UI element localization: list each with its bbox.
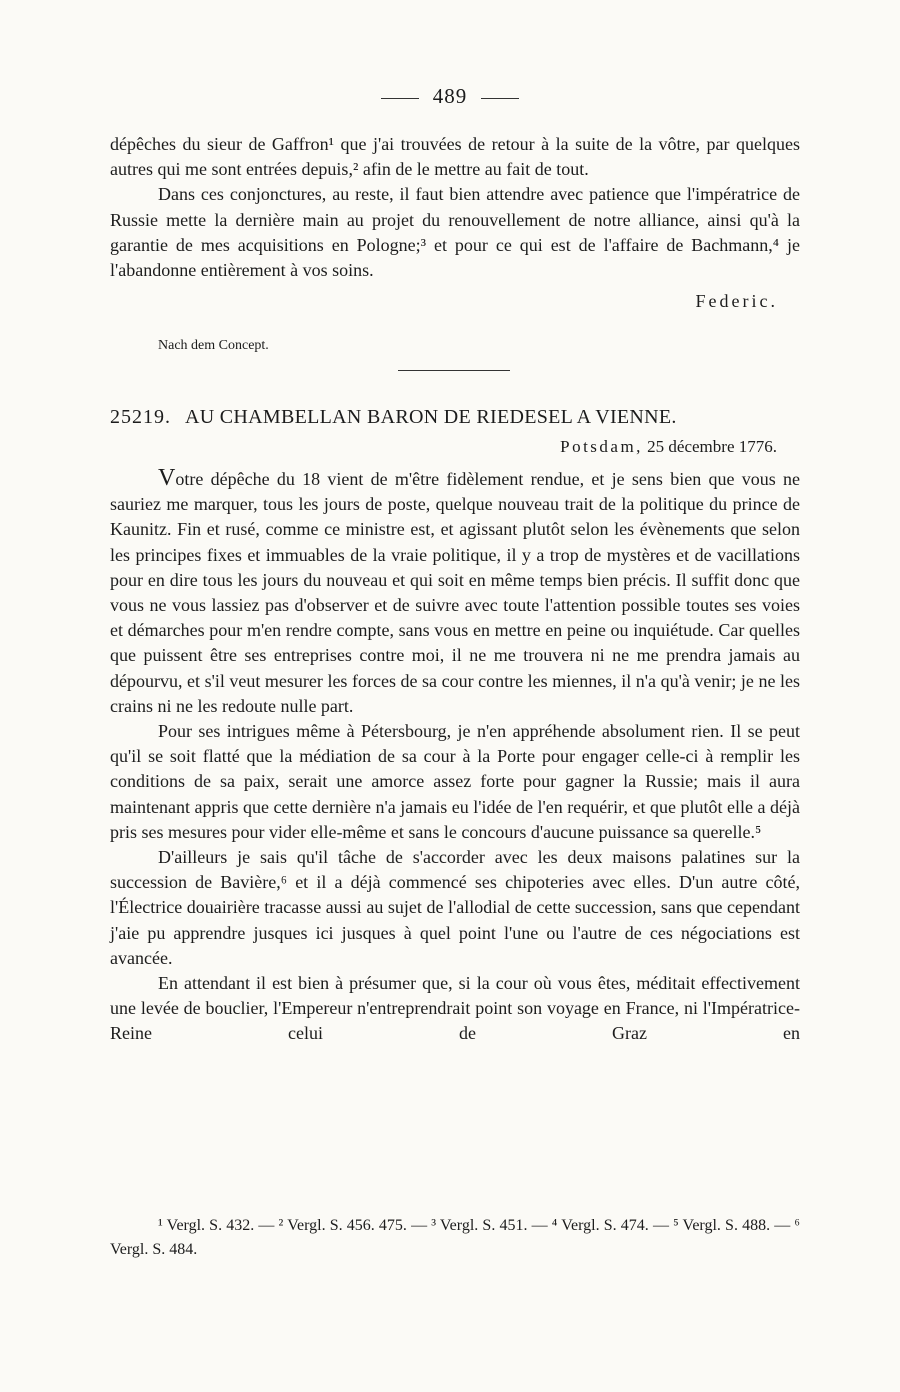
continued-letter [110, 132, 800, 312]
footnote-text: ¹ Vergl. S. 432. — ² Vergl. S. 456. 475. — ³ Vergl. S. 451. — ⁴ Vergl. S. 474. — ⁵ Vergl. S. 488. — ⁶ Vergl. S. 484. [110, 1217, 800, 1258]
letter-paragraph-1 [110, 466, 800, 719]
letter-paragraph-1-text: otre dépêche du 18 vient de m'être fidèlement rendue, et je sens bien que vous ne sauriez me marquer, tous les jours de poste, quelque nouveau trait de la politique du prince de Kaunitz. Fin et rusé, comme ce ministre est, et agissant plutôt selon les évènements que selon les principes fixes et immuables de la vraie politique, il y a trop de mystères et de vacillations pour en dire tous les jours du nouveau et qui soit en même temps bien précis. Il suffit donc que vous ne vous lassiez pas d'observer et de suivre avec toute l'attention possible toutes ses voies et démarches pour m'en rendre compte, sans vous en mettre en peine ou inquiétude. Car quelles que puissent être ses entreprises contre moi, il ne me trouvera ni ne me prendra jamais au dépourvu, et s'il veut mesurer les forces de sa cour contre les miennes, il n'a qu'à venir; je ne les crains ni ne les redoute nulle part. [110, 469, 800, 716]
letter-paragraph-3: D'ailleurs je sais qu'il tâche de s'accorder avec les deux maisons palatines sur la succession de Bavière,⁶ et il a déjà commencé ses chipoteries avec elles. D'un autre côté, l'Électrice douairière tracasse aussi au sujet de l'allodial de cette succession, sans que cependant j'aie pu apprendre jusques ici jusques à quel point l'une ou l'autre de ces négociations est avancée. [110, 847, 800, 968]
page-header [0, 84, 900, 109]
closing-paragraph: Dans ces conjonctures, au reste, il faut bien attendre avec patience que l'impératrice de Russie mette la dernière main au projet du renouvellement de notre alliance, ainsi qu'à la garantie de mes acquisitions en Pologne;³ et pour ce qui est de l'affaire de Bachmann,⁴ je l'abandonne entièrement à vos soins. [110, 184, 800, 281]
continued-paragraph: dépêches du sieur de Gaffron¹ que j'ai trouvées de retour à la suite de la vôtre, par quelques autres qui me sont entrées depuis,² afin de le mettre au fait de tout. [110, 134, 800, 180]
letter-title: AU CHAMBELLAN BARON DE RIEDESEL A VIENNE. [185, 406, 677, 428]
letter-body [110, 466, 800, 1047]
source-note: Nach dem Concept. [158, 338, 269, 353]
footnotes [110, 1214, 800, 1262]
signature-row [110, 283, 800, 312]
letter-paragraph-2: Pour ses intrigues même à Pétersbourg, je n'en appréhende absolument rien. Il se peut qu'il se soit flatté que la médiation de sa cour à la Porte pour engager celle-ci à remplir les conditions de sa paix, serait une amorce assez forte pour gagner la Russie; mais il aura maintenant appris que cette dernière n'a jamais eu l'idée de l'en requérir, et que plutôt elle a déjà pris ses mesures pour vider elle-même et sans le concours d'aucune puissance sa querelle.⁵ [110, 721, 800, 842]
letter-place: Potsdam, [560, 437, 643, 456]
letter-paragraph-4: En attendant il est bien à présumer que, si la cour où vous êtes, méditait effectivement une levée de bouclier, l'Empereur n'entreprendrait point son voyage en France, ni l'Impératrice-Reine celui de Graz en [110, 973, 800, 1044]
page-number: 489 [432, 84, 468, 108]
header-dash-left [381, 98, 419, 99]
initial-letter: V [158, 465, 176, 491]
letter-date: 25 décembre 1776. [647, 437, 777, 456]
letter-number: 25219. [110, 406, 171, 428]
letter-heading [110, 406, 800, 429]
header-dash-right [481, 98, 519, 99]
place-and-date [560, 437, 777, 457]
signature: Federic. [695, 291, 778, 312]
section-divider [398, 370, 510, 371]
